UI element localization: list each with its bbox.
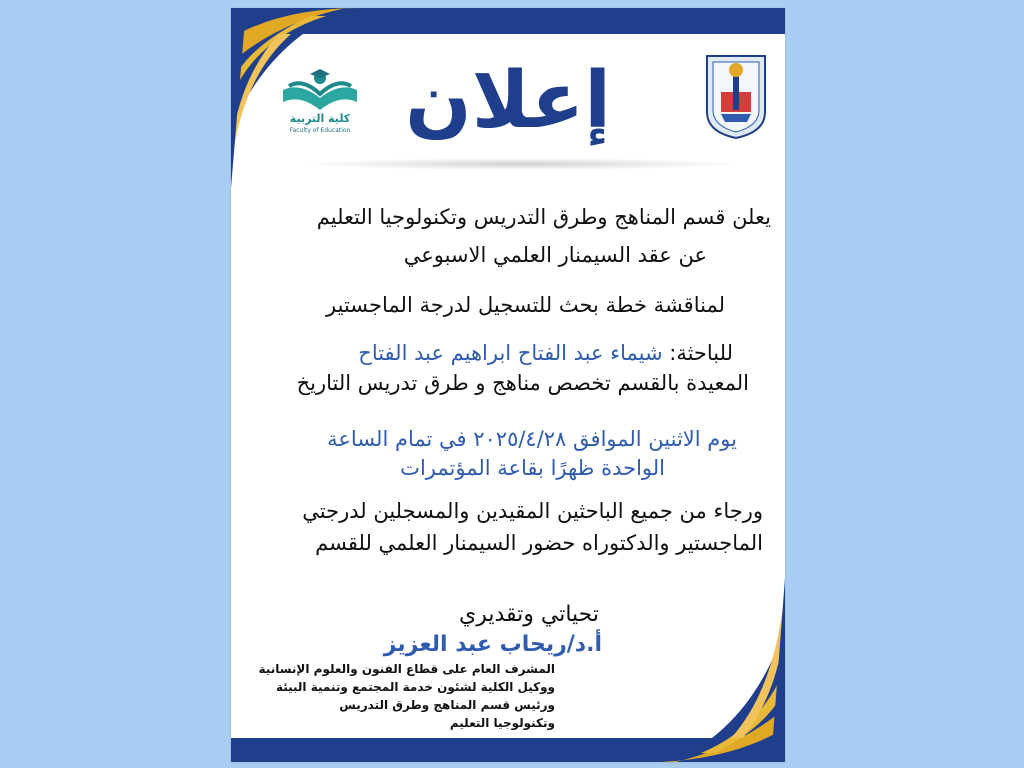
seminar-time-venue: الواحدة ظهرًا بقاعة المؤتمرات bbox=[400, 456, 665, 480]
researcher-name: شيماء عبد الفتاح ابراهيم عبد الفتاح bbox=[358, 341, 663, 365]
invitation-line-2: الماجستير والدكتوراه حضور السيمنار العلمي للقسم bbox=[315, 531, 763, 555]
signature-roles bbox=[259, 660, 555, 732]
signature-role-1: المشرف العام على قطاع الفنون والعلوم الإنسانية bbox=[258, 662, 555, 676]
researcher-line bbox=[358, 338, 733, 368]
announcement-line-3: لمناقشة خطة بحث للتسجيل لدرجة الماجستير bbox=[326, 293, 725, 317]
page-title: إعلان bbox=[405, 56, 611, 146]
university-seal-icon bbox=[703, 52, 769, 140]
open-book-icon bbox=[275, 68, 365, 114]
researcher-prefix: للباحثة: bbox=[669, 341, 733, 365]
signature-role-2: ووكيل الكلية لشئون خدمة المجتمع وتنمية البيئة bbox=[275, 680, 555, 694]
invitation-line-1: ورجاء من جميع الباحثين المقيدين والمسجلين لدرجتي bbox=[302, 499, 763, 523]
signature-role-4: وتكنولوجيا التعليم bbox=[449, 716, 555, 730]
signature-greeting: تحياتي وتقديري bbox=[458, 602, 599, 627]
signature-role-3: ورئيس قسم المناهج وطرق التدريس bbox=[339, 698, 555, 712]
announcement-poster bbox=[231, 8, 785, 762]
signature-name: أ.د/ريحاب عبد العزيز bbox=[383, 632, 602, 657]
faculty-of-education-logo bbox=[275, 68, 365, 140]
faculty-logo-english: Faculty of Education bbox=[289, 127, 351, 134]
faculty-logo-arabic: كلية التربية bbox=[289, 112, 351, 125]
researcher-specialty: المعيدة بالقسم تخصص مناهج و طرق تدريس التاريخ bbox=[296, 371, 749, 395]
announcement-line-2: عن عقد السيمنار العلمي الاسبوعي bbox=[403, 243, 707, 267]
announcement-line-1: يعلن قسم المناهج وطرق التدريس وتكنولوجيا التعليم bbox=[316, 205, 771, 229]
seminar-date: يوم الاثنين الموافق ٢٠٢٥/٤/٢٨ في تمام الساعة bbox=[327, 427, 737, 451]
header-divider bbox=[301, 158, 741, 170]
